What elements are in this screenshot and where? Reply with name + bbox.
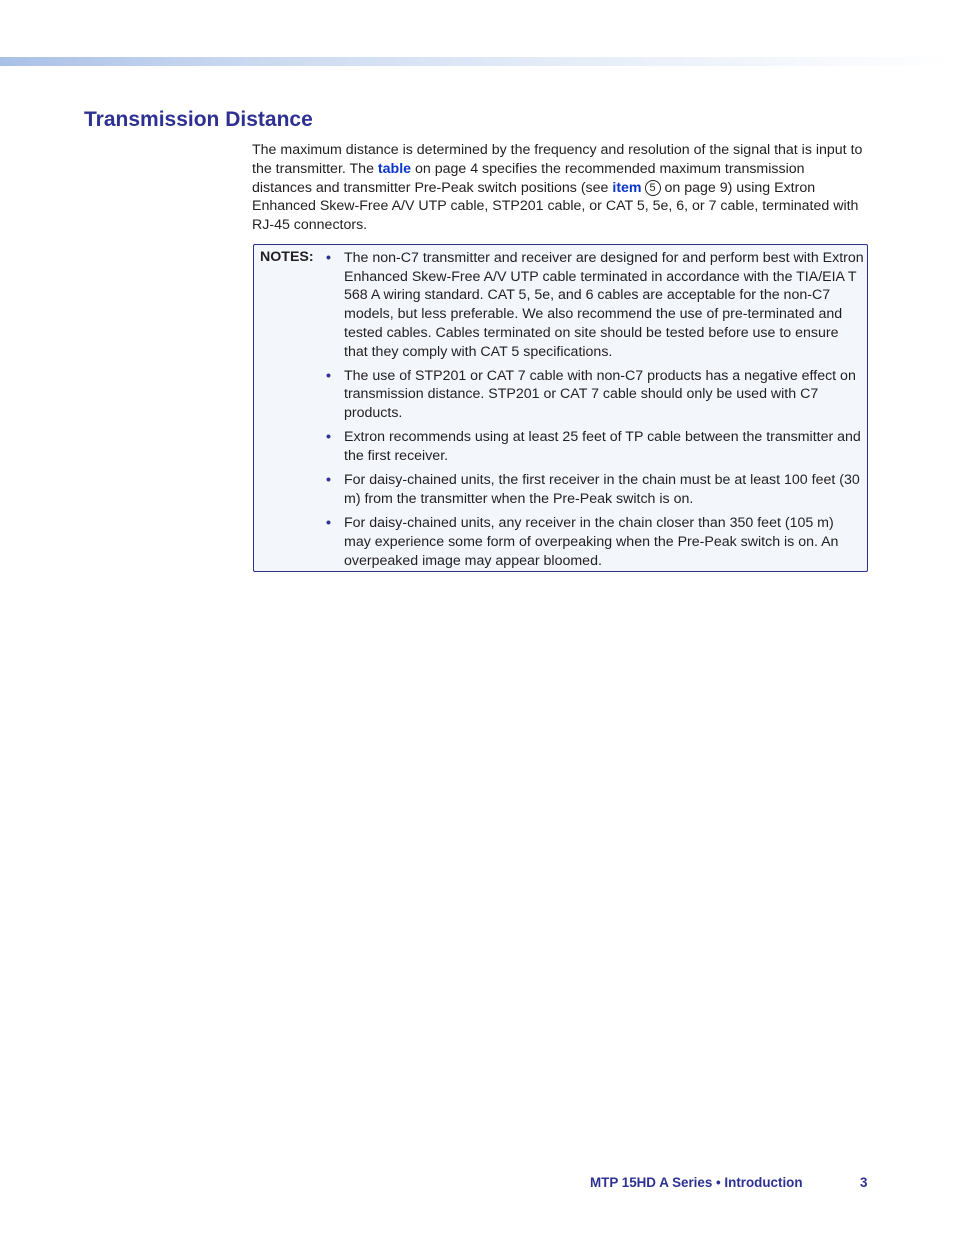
intro-text-2: on page 4 specifies the recommended maximum transmission distances and transmitter Pre-Peak switch positions (see: [252, 160, 805, 196]
notes-box: [253, 244, 868, 572]
note-text: For daisy-chained units, any receiver in the chain closer than 350 feet (105 m) may experience some form of overpeaking when the Pre-Peak switch is on. An overpeaked image may appear bloomed.: [344, 515, 839, 569]
notes-list: [326, 249, 864, 576]
bullet-icon: •: [326, 515, 331, 532]
footer-title: MTP 15HD A Series • Introduction: [590, 1175, 803, 1190]
note-item: [326, 471, 864, 508]
intro-paragraph: [252, 141, 867, 235]
intro-text-3: on page 9) using Extron Enhanced Skew-Free A/V UTP cable, STP201 cable, or CAT 5, 5e, 6, or 7 cable, terminated with RJ-45 connectors.: [252, 179, 859, 234]
note-item: [326, 428, 864, 465]
header-gradient-band: [0, 57, 954, 66]
table-link[interactable]: table: [377, 160, 412, 177]
note-item: [326, 514, 864, 570]
note-item: [326, 367, 864, 423]
note-text: The non-C7 transmitter and receiver are designed for and perform best with Extron Enhanced Skew-Free A/V UTP cable terminated in accordance with the TIA/EIA T 568 A wiring standard. CAT 5, 5e, and 6 cables are acceptable for the non-C7 models, but less preferable. We also recommend the use of pre-terminated and tested cables. Cables terminated on site should be tested before use to ensure that they comply with CAT 5 specifications.: [344, 250, 864, 360]
intro-text-1: The maximum distance is determined by the frequency and resolution of the signal that is input to the transmitter. The: [252, 142, 863, 177]
note-text: The use of STP201 or CAT 7 cable with non-C7 products has a negative effect on transmission distance. STP201 or CAT 7 cable should only be used with C7 products.: [344, 367, 856, 422]
item-number-callout: 5: [645, 180, 661, 196]
bullet-icon: •: [326, 429, 331, 446]
note-item: [326, 249, 864, 361]
section-title: Transmission Distance: [84, 108, 313, 131]
bullet-icon: •: [326, 472, 331, 489]
item-link[interactable]: item: [612, 179, 642, 196]
note-text: For daisy-chained units, the first receiver in the chain must be at least 100 feet (30 m) from the transmitter when the Pre-Peak switch is on.: [344, 472, 860, 507]
footer-page-number: 3: [860, 1175, 868, 1190]
bullet-icon: •: [326, 367, 331, 384]
bullet-icon: •: [326, 250, 331, 266]
note-text: Extron recommends using at least 25 feet of TP cable between the transmitter and the first receiver.: [344, 429, 861, 465]
notes-label: NOTES:: [260, 249, 314, 265]
